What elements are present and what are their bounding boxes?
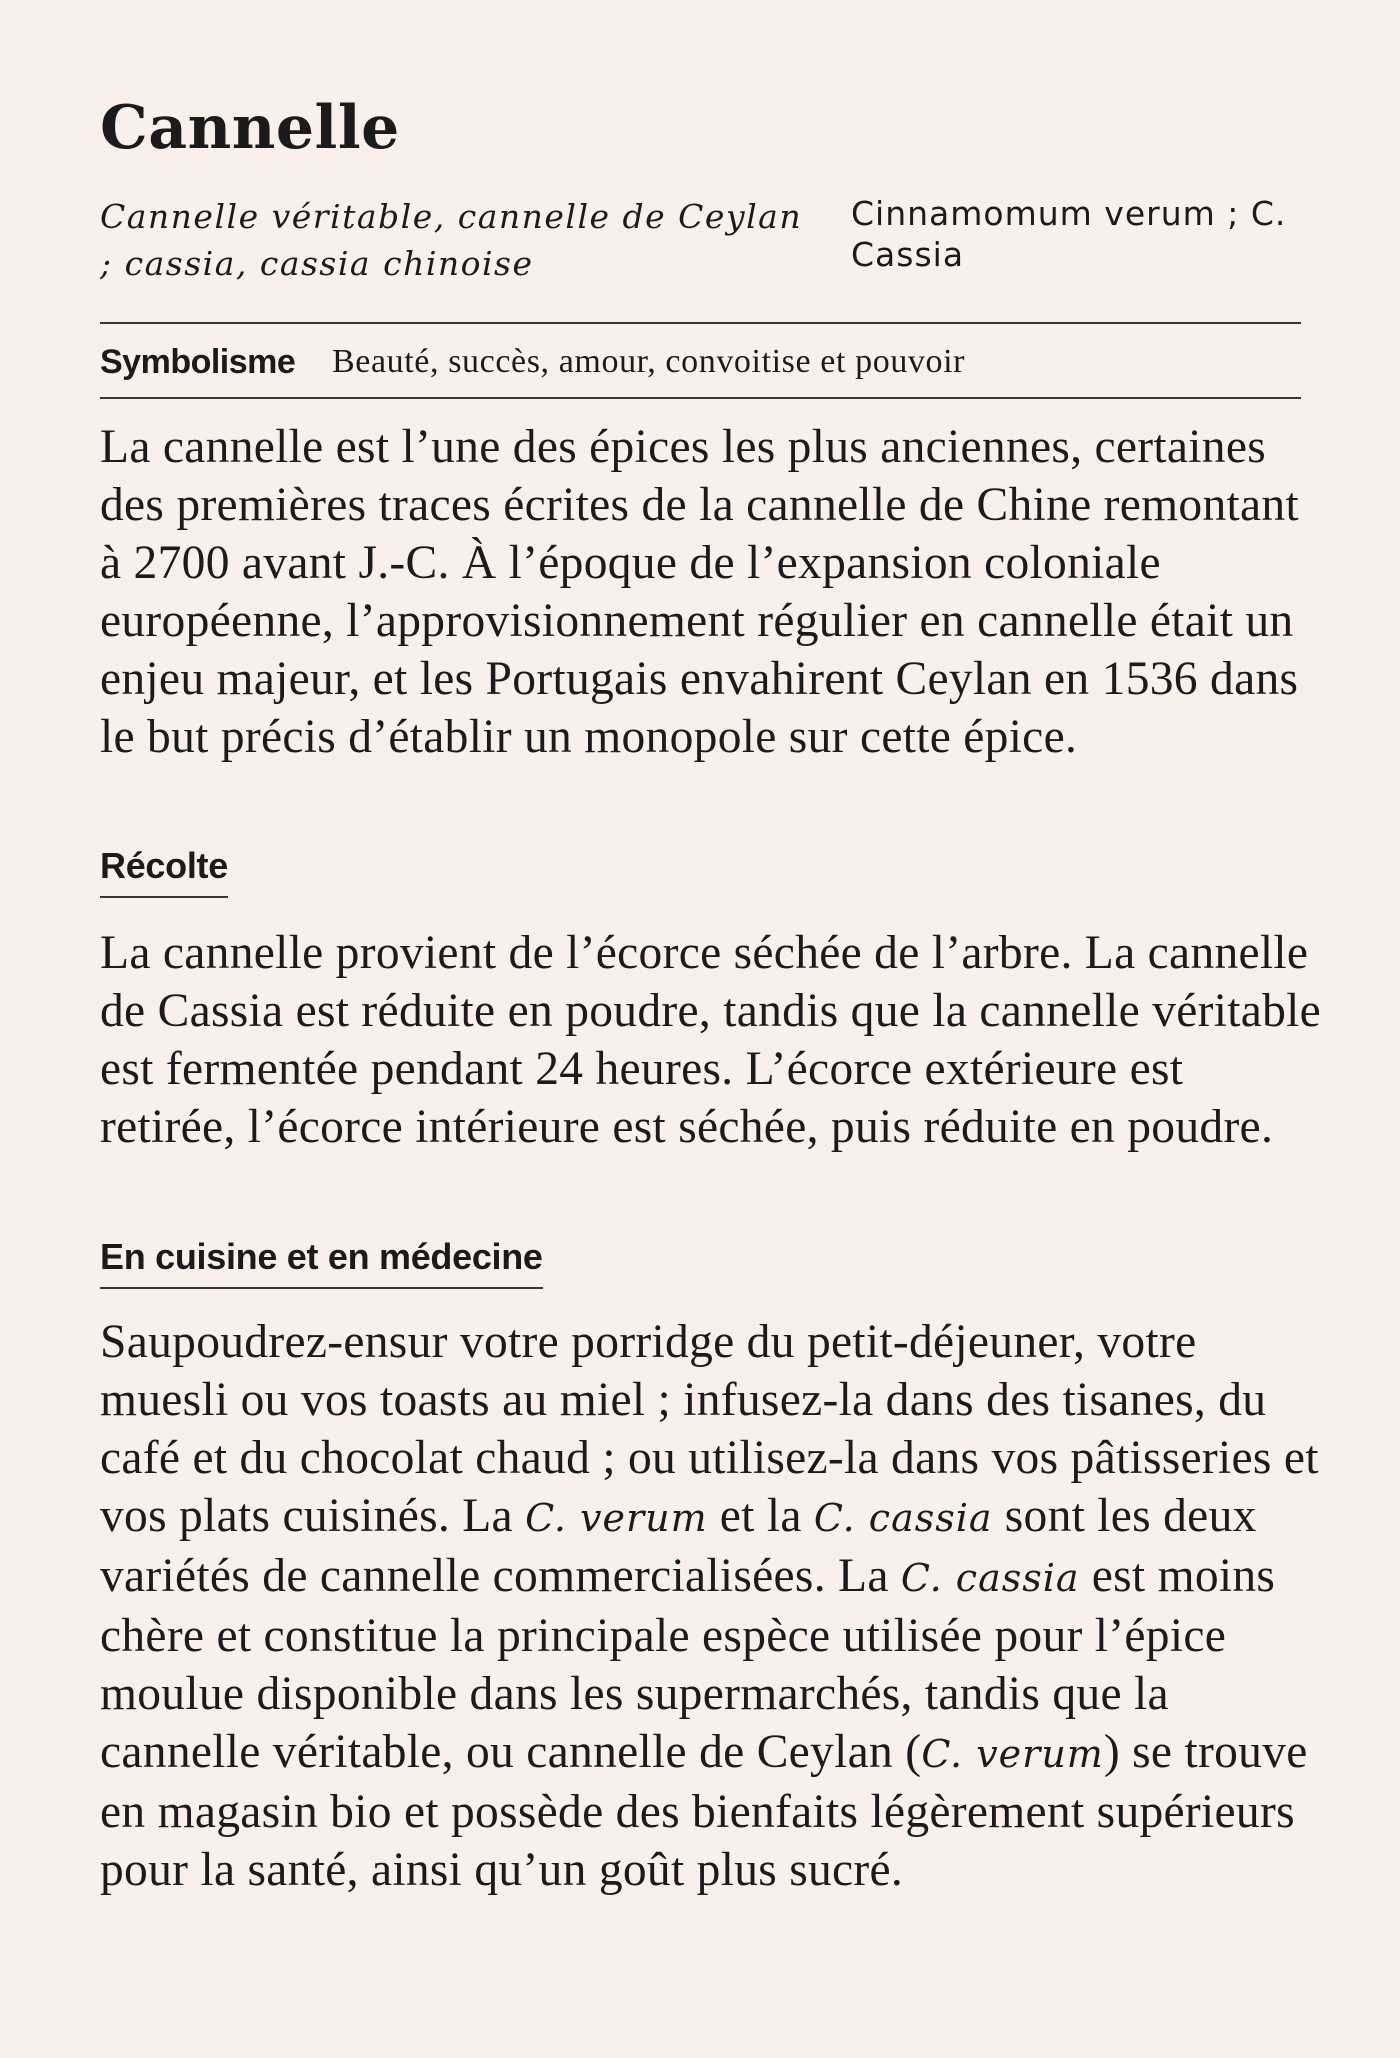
species-name: C. verum bbox=[921, 1732, 1104, 1776]
uses-text-1: Saupoudrez-ensur votre porridge du petit-déjeuner, votre muesli ou vos toasts au miel ; infusez-la dans des tisanes, du café et du chocolat chaud ; ou utilisez-la dans vos pâtisseries et vos plats cuisinés. La bbox=[100, 1316, 1319, 1542]
species-name: C. cassia bbox=[900, 1556, 1080, 1600]
species-name: C. cassia bbox=[813, 1496, 993, 1540]
uses-text-4: est moins chère et constitue la principale espèce utilisée pour l’épice moulue disponible dans les supermarchés, tandis que la cannelle véritable, ou cannelle de Ceylan ( bbox=[100, 1550, 1276, 1778]
latin-names: Cinnamomum verum ; C. Cassia bbox=[851, 194, 1287, 274]
harvest-heading: Récolte bbox=[100, 842, 228, 898]
intro-paragraph: La cannelle est l’une des épices les plus anciennes, certaines des premières traces écrites de la cannelle de Chine remontant à 2700 avant J.-C. À l’époque de l’expansion coloniale européenne, l’approvisionnement régulier en cannelle était un enjeu majeur, et les Portugais envahirent Ceylan en 1536 dans le but précis d’établir un monopole sur cette épice. bbox=[100, 421, 1299, 763]
uses-text-3: sont les deux variétés de cannelle commercialisées. La bbox=[100, 1490, 1257, 1602]
uses-paragraph bbox=[100, 1313, 1330, 1899]
divider-top bbox=[100, 322, 1301, 324]
uses-text-5: ) se trouve en magasin bio et possède des bienfaits légèrement supérieurs pour la santé, ainsi qu’un goût plus sucré. bbox=[100, 1726, 1308, 1896]
divider-bottom bbox=[100, 397, 1301, 399]
symbolism-value: Beauté, succès, amour, convoitise et pouvoir bbox=[332, 343, 966, 380]
species-name: C. verum bbox=[525, 1496, 708, 1540]
common-names: Cannelle véritable, cannelle de Ceylan ; cassia, cassia chinoise bbox=[100, 197, 803, 283]
harvest-paragraph: La cannelle provient de l’écorce séchée de l’arbre. La cannelle de Cassia est réduite en poudre, tandis que la cannelle véritable est fermentée pendant 24 heures. L’écorce extérieure est retirée, l’écorce intérieure est séchée, puis réduite en poudre. bbox=[100, 927, 1322, 1153]
symbolism-label: Symbolisme bbox=[100, 343, 296, 381]
page-title: Cannelle bbox=[100, 93, 400, 163]
uses-text-2: et la bbox=[707, 1490, 814, 1542]
uses-heading: En cuisine et en médecine bbox=[100, 1233, 543, 1289]
